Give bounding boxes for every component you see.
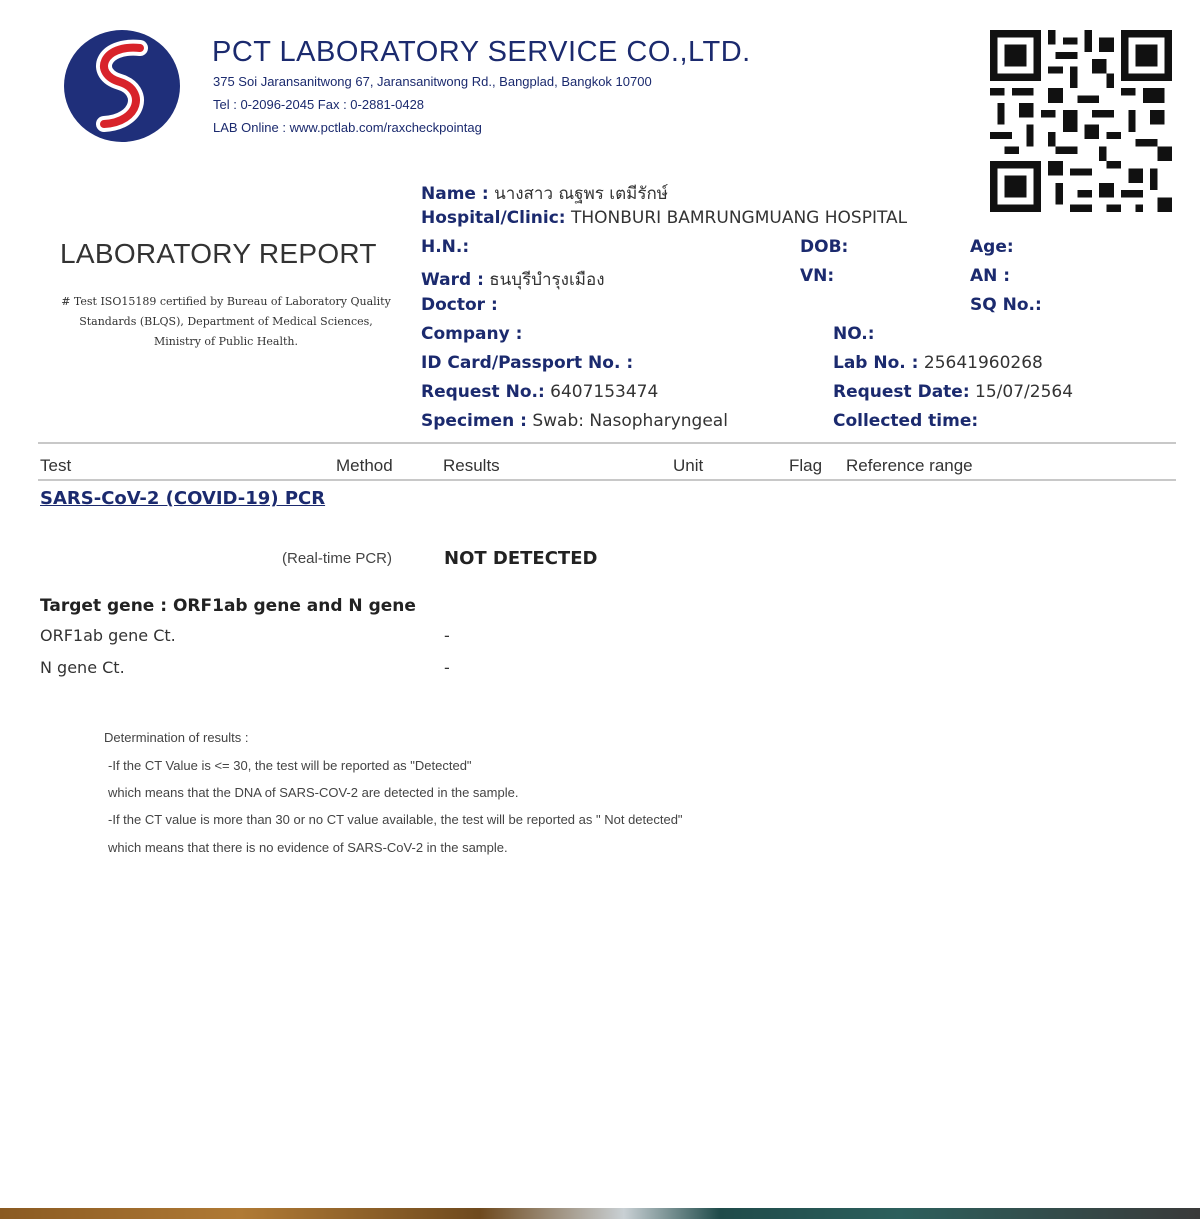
company-address: 375 Soi Jaransanitwong 67, Jaransanitwong Rd., Bangplad, Bangkok 10700 — [213, 74, 652, 89]
patient-name-label: Name : — [421, 184, 489, 204]
lab-no-label: Lab No. : — [833, 353, 919, 373]
request-date-label: Request Date: — [833, 382, 970, 402]
col-results-header: Results — [443, 456, 500, 475]
table-header-rule — [38, 479, 1176, 481]
request-no-value: 6407153474 — [550, 382, 659, 402]
company-field — [421, 324, 522, 344]
qr-code-icon — [990, 30, 1172, 212]
company-phone: Tel : 0-2096-2045 Fax : 0-2881-0428 — [213, 97, 425, 112]
no-field — [833, 324, 875, 344]
hospital-value: THONBURI BAMRUNGMUANG HOSPITAL — [571, 208, 908, 228]
background-photo-strip — [0, 1208, 1200, 1219]
test-name: SARS-CoV-2 (COVID-19) PCR — [40, 488, 326, 509]
gene-value: - — [444, 658, 450, 677]
age-field — [970, 237, 1014, 257]
hn-field — [421, 237, 469, 257]
report-title: LABORATORY REPORT — [60, 238, 377, 269]
col-reference-header: Reference range — [846, 456, 973, 475]
dob-label: DOB: — [800, 237, 849, 257]
ward-field — [421, 266, 605, 293]
dob-field — [800, 237, 848, 257]
determination-line: -If the CT value is more than 30 or no CT value available, the test will be reported as " Not detected" — [108, 812, 683, 827]
table-top-rule — [38, 442, 1176, 444]
hospital-label: Hospital/Clinic: — [421, 208, 566, 228]
pct-logo-icon — [62, 26, 182, 146]
test-result: NOT DETECTED — [444, 548, 598, 569]
hn-label: H.N.: — [421, 237, 470, 257]
specimen-label: Specimen : — [421, 411, 527, 431]
vn-field — [800, 266, 834, 286]
collected-time-field — [833, 411, 978, 431]
specimen-field — [421, 411, 728, 431]
determination-line: -If the CT Value is <= 30, the test will be reported as "Detected" — [108, 758, 472, 773]
company-online: LAB Online : www.pctlab.com/raxcheckpointag — [213, 120, 482, 135]
request-date-value: 15/07/2564 — [975, 382, 1074, 402]
col-flag-header: Flag — [789, 456, 823, 475]
gene-value: - — [444, 626, 450, 645]
ward-label: Ward : — [421, 270, 484, 290]
collected-time-label: Collected time: — [833, 411, 979, 431]
patient-name-value: นางสาว ณฐพร เตมีรักษ์ — [494, 184, 668, 204]
lab-no-value: 25641960268 — [923, 353, 1043, 373]
doctor-field — [421, 295, 498, 315]
determination-line: which means that there is no evidence of SARS-CoV-2 in the sample. — [108, 840, 508, 855]
request-no-label: Request No.: — [421, 382, 545, 402]
sq-label: SQ No.: — [970, 295, 1042, 315]
request-date-field — [833, 382, 1073, 402]
company-name: PCT LABORATORY SERVICE CO.,LTD. — [212, 36, 751, 68]
doctor-label: Doctor : — [421, 295, 498, 315]
col-test-header: Test — [40, 456, 72, 475]
patient-name-field — [421, 180, 668, 207]
idcard-field — [421, 353, 633, 373]
target-gene: Target gene : ORF1ab gene and N gene — [40, 596, 416, 616]
an-label: AN : — [970, 266, 1011, 286]
ward-value: ธนบุรีบำรุงเมือง — [489, 270, 605, 290]
gene-name: N gene Ct. — [40, 658, 125, 677]
idcard-label: ID Card/Passport No. : — [421, 353, 634, 373]
company-label: Company : — [421, 324, 523, 344]
age-label: Age: — [970, 237, 1014, 257]
specimen-value: Swab: Nasopharyngeal — [532, 411, 728, 431]
col-unit-header: Unit — [673, 456, 704, 475]
determination-title: Determination of results : — [104, 730, 249, 745]
no-label: NO.: — [833, 324, 875, 344]
certification-note: # Test ISO15189 certified by Bureau of Laboratory Quality Standards (BLQS), Department of Medical Sciences, Ministry of Public Health. — [61, 295, 391, 348]
an-field — [970, 266, 1010, 286]
hospital-field — [421, 208, 907, 228]
sq-field — [970, 295, 1042, 315]
test-method: (Real-time PCR) — [282, 550, 393, 567]
determination-line: which means that the DNA of SARS-COV-2 are detected in the sample. — [108, 785, 519, 800]
request-no-field — [421, 382, 658, 402]
vn-label: VN: — [800, 266, 835, 286]
col-method-header: Method — [336, 456, 393, 475]
lab-no-field — [833, 353, 1043, 373]
gene-name: ORF1ab gene Ct. — [40, 626, 176, 645]
